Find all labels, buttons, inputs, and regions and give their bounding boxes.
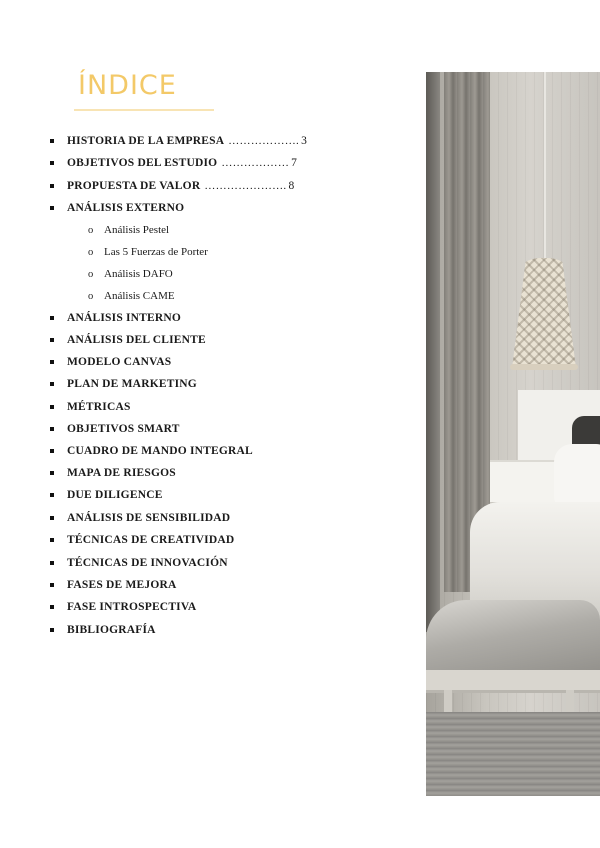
toc-entry-mapa-riesgos[interactable] xyxy=(50,465,176,481)
bullet-icon xyxy=(50,628,54,632)
toc-entry-propuesta-valor[interactable] xyxy=(50,178,294,194)
bullet-icon xyxy=(50,360,54,364)
toc-entry-tecnicas-innovacion[interactable] xyxy=(50,555,228,571)
toc-entry-label: HISTORIA DE LA EMPRESA xyxy=(67,135,225,147)
toc-subentry-label: Análisis DAFO xyxy=(104,268,173,280)
bullet-icon xyxy=(50,583,54,587)
bullet-icon xyxy=(50,471,54,475)
bullet-icon xyxy=(50,382,54,386)
toc-leader-dots: ………………. xyxy=(228,135,300,147)
toc-entry-label: FASES DE MEJORA xyxy=(67,579,177,591)
toc-subentry-label: Análisis CAME xyxy=(104,290,175,302)
toc-entry-fases-mejora[interactable] xyxy=(50,577,177,593)
bullet-icon xyxy=(50,161,54,165)
toc-entry-label: MODELO CANVAS xyxy=(67,356,172,368)
toc-entry-tecnicas-creatividad[interactable] xyxy=(50,532,234,548)
bullet-icon xyxy=(50,316,54,320)
circle-bullet-icon: o xyxy=(88,290,94,302)
toc-entry-label: ANÁLISIS INTERNO xyxy=(67,312,182,324)
toc-page-number: 3 xyxy=(301,135,307,147)
toc-entry-bibliografia[interactable] xyxy=(50,622,156,638)
bullet-icon xyxy=(50,184,54,188)
toc-entry-label: MAPA DE RIESGOS xyxy=(67,467,176,479)
bullet-icon xyxy=(50,605,54,609)
photo-nightstand xyxy=(490,460,560,502)
toc-entry-label: OBJETIVOS DEL ESTUDIO xyxy=(67,157,218,169)
toc-entry-cuadro-mando[interactable] xyxy=(50,443,253,459)
toc-entry-label: OBJETIVOS SMART xyxy=(67,423,180,435)
toc-entry-analisis-interno[interactable] xyxy=(50,310,181,326)
toc-entry-label: BIBLIOGRAFÍA xyxy=(67,624,156,636)
bullet-icon xyxy=(50,206,54,210)
bullet-icon xyxy=(50,538,54,542)
photo-curtain-edge xyxy=(426,72,440,632)
circle-bullet-icon: o xyxy=(88,246,94,258)
bullet-icon xyxy=(50,516,54,520)
toc-entry-analisis-externo[interactable] xyxy=(50,200,184,216)
bedroom-photo xyxy=(426,72,600,796)
toc-entry-label: MÉTRICAS xyxy=(67,401,131,413)
toc-entry-modelo-canvas[interactable] xyxy=(50,354,171,370)
toc-entry-label: DUE DILIGENCE xyxy=(67,489,163,501)
toc-entry-label: PLAN DE MARKETING xyxy=(67,378,197,390)
toc-leader-dots: ……………… xyxy=(221,157,290,169)
photo-lamp-rim xyxy=(510,364,578,370)
toc-entry-historia[interactable] xyxy=(50,133,307,149)
bullet-icon xyxy=(50,449,54,453)
toc-entry-plan-marketing[interactable] xyxy=(50,376,197,392)
toc-subentry-label: Análisis Pestel xyxy=(104,224,170,236)
bullet-icon xyxy=(50,405,54,409)
toc-entry-objetivos-smart[interactable] xyxy=(50,421,180,437)
toc-entry-label: ANÁLISIS DEL CLIENTE xyxy=(67,334,206,346)
toc-page-number: 7 xyxy=(291,157,297,169)
toc-entry-label: CUADRO DE MANDO INTEGRAL xyxy=(67,445,253,457)
toc-entry-fase-introspectiva[interactable] xyxy=(50,599,196,615)
photo-throw-blanket xyxy=(426,600,600,680)
toc-entry-label: PROPUESTA DE VALOR xyxy=(67,180,201,192)
toc-entry-label: FASE INTROSPECTIVA xyxy=(67,601,197,613)
circle-bullet-icon: o xyxy=(88,224,94,236)
toc-subentry-dafo[interactable] xyxy=(88,266,173,282)
toc-entry-label: TÉCNICAS DE INNOVACIÓN xyxy=(67,557,228,569)
toc-subentry-came[interactable] xyxy=(88,288,175,304)
toc-entry-label: ANÁLISIS EXTERNO xyxy=(67,202,185,214)
bullet-icon xyxy=(50,139,54,143)
photo-rug xyxy=(426,712,600,796)
bullet-icon xyxy=(50,338,54,342)
toc-entry-analisis-cliente[interactable] xyxy=(50,332,206,348)
toc-entry-due-diligence[interactable] xyxy=(50,487,163,503)
toc-entry-objetivos-estudio[interactable] xyxy=(50,155,297,171)
page-title: ÍNDICE xyxy=(78,70,177,101)
toc-subentry-pestel[interactable] xyxy=(88,222,169,238)
toc-entry-metricas[interactable] xyxy=(50,399,131,415)
bullet-icon xyxy=(50,493,54,497)
toc-entry-analisis-sensibilidad[interactable] xyxy=(50,510,230,526)
toc-entry-label: TÉCNICAS DE CREATIVIDAD xyxy=(67,534,235,546)
toc-subentry-label: Las 5 Fuerzas de Porter xyxy=(104,246,208,258)
bullet-icon xyxy=(50,427,54,431)
circle-bullet-icon: o xyxy=(88,268,94,280)
toc-page-number: 8 xyxy=(288,180,295,192)
toc-entry-label: ANÁLISIS DE SENSIBILIDAD xyxy=(67,512,231,524)
toc-leader-dots: …………………. xyxy=(204,180,287,192)
bullet-icon xyxy=(50,561,54,565)
photo-lamp-cord xyxy=(544,72,546,260)
toc-subentry-porter[interactable] xyxy=(88,244,208,260)
